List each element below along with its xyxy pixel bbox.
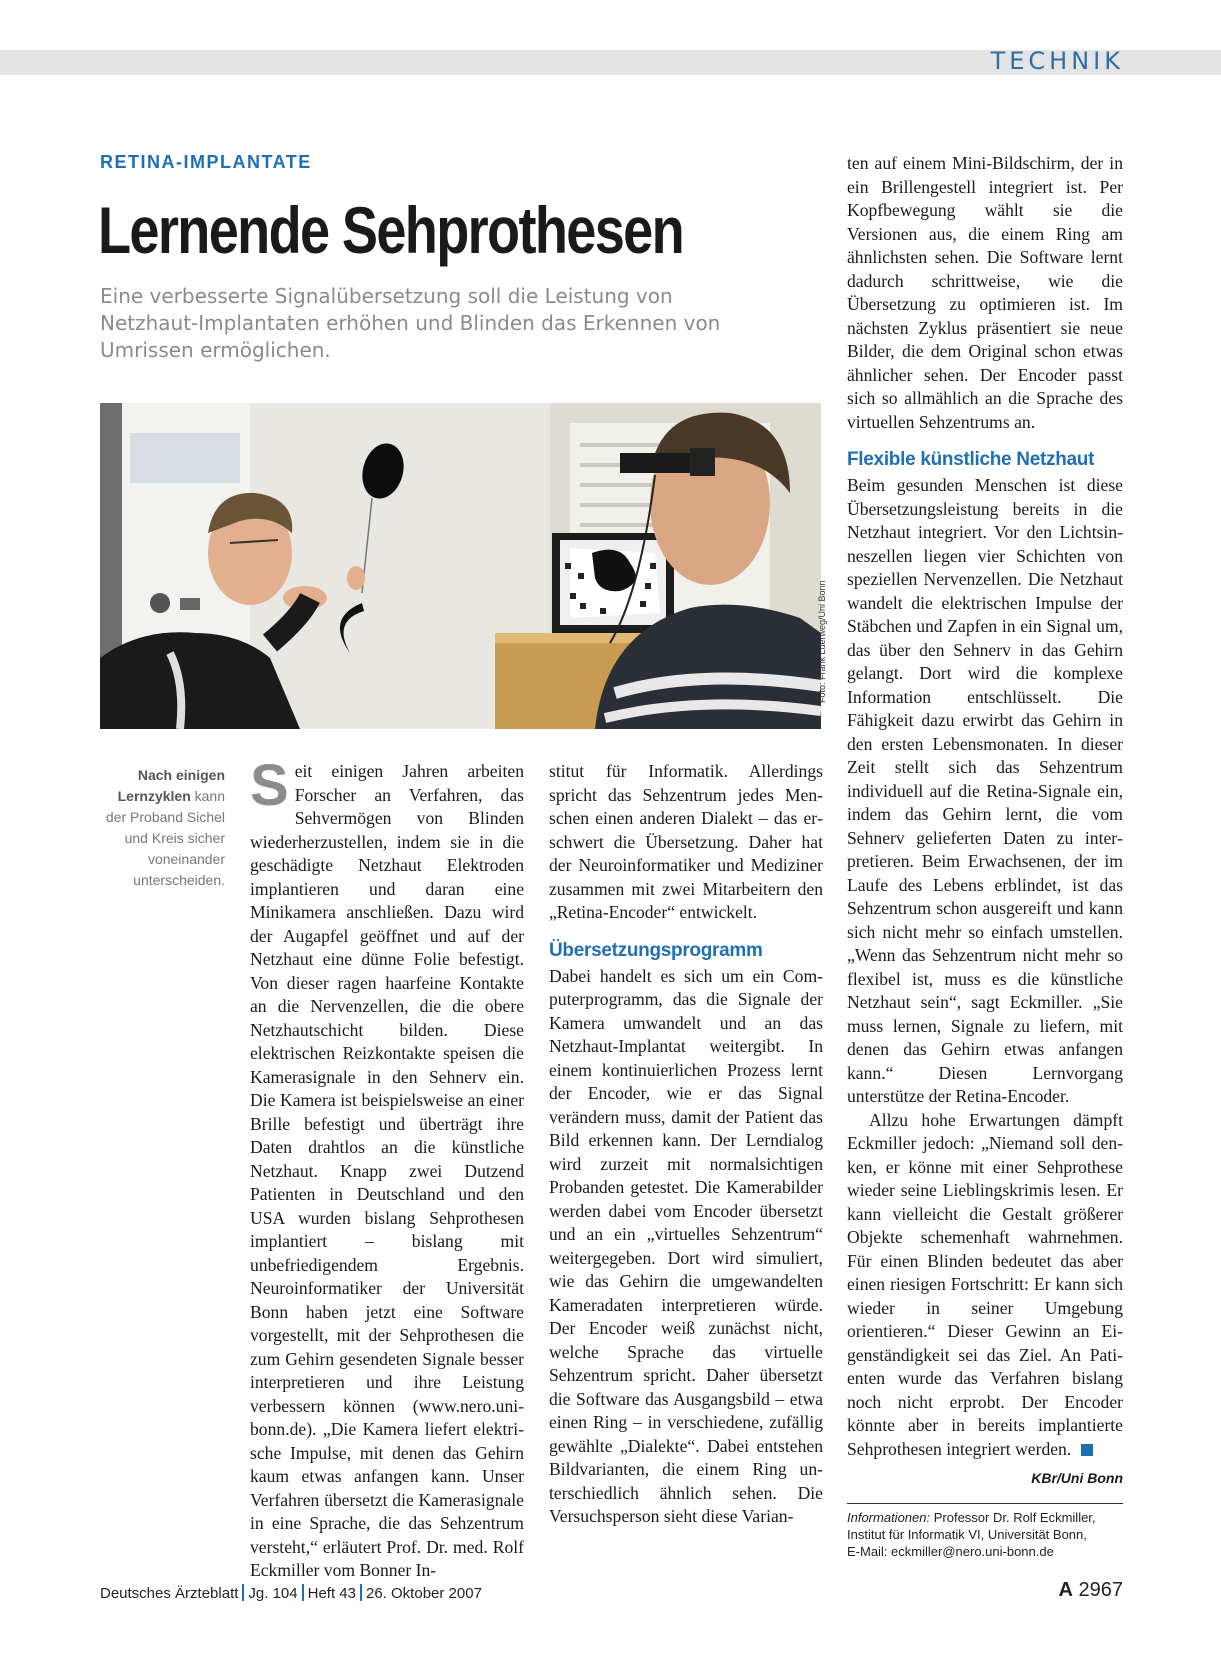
photo-caption	[100, 765, 225, 891]
photo-credit: Foto: Frank Luerweg/Uni Bonn	[817, 580, 827, 703]
footer-separator	[242, 1584, 244, 1601]
info-label: Informationen:	[847, 1510, 931, 1525]
article-column-3	[847, 152, 1123, 1491]
subheading-uebersetzungsprogramm: Übersetzungsprogramm	[549, 939, 763, 961]
photo-illustration	[100, 403, 821, 729]
article-kicker: RETINA-IMPLANTATE	[100, 152, 312, 172]
column-1-text: eit einigen Jahren arbeiten Forscher an Verfahren, das Sehvermögen von Blinden wiederherzustellen, indem sie in die geschädigte Netzhaut Elektroden implantieren und daran eine Minikamera anschließen. Dazu wird der Augapfel geöffnet und auf der Netzhaut eine dünne Folie befestigt. Von dieser ragen haarfeine Kontakte an die Nervenzellen, die die obere Netzhautschicht bilden. Diese elektrischen Reizkontakte speisen die Kamerasignale in den Sehnerv ein. Die Kamera ist beispielsweise an einer Brille befestigt und überträgt ihre Daten drahtlos an die künstliche Netzhaut. Knapp zwei Dutzend Patienten in Deutschland und den USA wurden bislang Sehprothesen implantiert – bislang mit unbefriedigendem Ergebnis. Neuroinformatiker der Universität Bonn haben jetzt eine Software vorgestellt, mit der Sehprothesen die zum Gehirn gesendeten Signale besser interpretieren und ihre Leistung verbessern können (www.nero.uni-bonn.de). „Die Kamera liefert elektrische Impulse, mit denen das Gehirn kaum etwas anfangen kann. Unser Verfahren übersetzt die Kamerasignale in eine Sprache, die das Sehzentrum versteht,“ erläutert Prof. Dr. med. Rolf Eckmiller vom Bonner In-	[250, 761, 524, 1580]
footer-volume: Jg. 104	[248, 1585, 298, 1602]
article-column-1	[250, 753, 524, 1583]
info-box	[847, 1509, 1123, 1560]
footer-separator	[302, 1584, 304, 1601]
page-number-value: 2967	[1078, 1579, 1123, 1601]
footer-citation	[100, 1584, 482, 1602]
subheading-flexible-netzhaut: Flexible künstliche Netzhaut	[847, 449, 1095, 470]
end-mark-icon	[1081, 1444, 1093, 1456]
dropcap: S	[250, 753, 289, 818]
info-email: E-Mail: eckmiller@nero.uni-bonn.de	[847, 1544, 1054, 1559]
info-text: Professor Dr. Rolf Eckmiller, Institut für Informatik VI, Universität Bonn,	[847, 1510, 1096, 1542]
column-3-text: ten auf einem Mini-Bildschirm, der in ein Brillengestell integriert ist. Per Kopfbewegung wählt sie die Versionen aus, die einem Ring am ähnlichsten sehen. Die Software lernt dadurch schrittweise, wie die Übersetzung zu optimieren ist. Im nächsten Zyklus präsentiert sie neue Bilder, die dem Original schon etwas ähnlicher sehen. Der Encoder passt sich so allmählich an die Sprache des virtuellen Sehzentrums an.	[847, 153, 1123, 432]
column-3-text-3: Allzu hohe Erwartungen dämpft Eckmiller jedoch: „Niemand soll denken, er könne mit einer Sehprothese wieder seine Lieblingskrimis lesen. Er kann vielleicht die Gestalt größerer Objekte schemenhaft wahrnehmen. Für einen Blinden bedeutet das aber einen riesigen Fortschritt: Er kann sich wieder in seiner Umgebung orientieren.“ Dieser Gewinn an Eigenständigkeit sei das Ziel. An Patienten wurde das Verfahren bislang noch nicht erprobt. Der Encoder könnte aber in bereits implantierte Sehprothesen integriert werden.	[847, 1109, 1123, 1459]
article-column-2	[549, 760, 823, 1529]
article-lead: Eine verbesserte Signalübersetzung soll die Leistung von Netzhaut-Implantaten erhöhen und Blinden das Erkennen von Umrissen ermöglichen.	[100, 284, 721, 362]
caption-bold: Nach einigen Lernzyklen	[117, 767, 225, 804]
column-3-text-2: Beim gesunden Menschen ist diese Übersetzungsleistung bereits in die Netzhaut integriert. Vor den Lichtsinneszellen liegen vier Schichten von speziellen Nervenzellen. Die Netzhaut wandelt die elektrischen Impulse der Stäbchen und Zapfen in ein Signal um, das über den Sehnerv in das Gehirn gelangt. Dort wird die komplexe Information entschlüsselt. Die Fähigkeit dazu erwirbt das Gehirn in den ersten Lebensmonaten. In dieser Zeit stellt sich das Sehzentrum individuell auf die Retina-Signale ein, indem das Gehirn lernt, die vom Sehnerv gelieferten Daten zu interpretieren. Beim Erwachsenen, der im Laufe des Lebens erblindet, ist das Sehzentrum schon ausgereift und kann sich nicht mehr so einfach umstellen. „Wenn das Sehzentrum nicht mehr so flexibel ist, muss es die künstliche Netzhaut sein“, sagt Eckmiller. „Sie muss lernen, Signale zu liefern, mit denen das Gehirn etwas anfangen kann.“ Diesen Lernvorgang unterstütze der Retina-Encoder.	[847, 475, 1123, 1106]
column-2-text: stitut für Informatik. Allerdings spricht das Sehzentrum jedes Menschen einen anderen Dialekt – das erschwert die Übersetzung. Daher hat der Neuroinformatiker und Mediziner zusammen mit zwei Mitarbeitern den „Retina-Encoder“ entwickelt.	[549, 761, 823, 922]
footer-issue: Heft 43	[307, 1585, 356, 1602]
page-prefix: A	[1058, 1579, 1073, 1601]
author-signoff: KBr/Uni Bonn	[1031, 1470, 1123, 1486]
footer-journal: Deutsches Ärzteblatt	[100, 1585, 239, 1602]
column-2-text-2: Dabei handelt es sich um ein Computerprogramm, das die Signale der Kamera umwandelt und an das Netzhaut-Implantat weitergibt. In einem kontinuierlichen Prozess lernt der Encoder, wie er das Signal verändern muss, damit der Patient das Bild erkennen kann. Der Lerndialog wird zurzeit mit normalsichtigen Probanden getestet. Die Kamerabilder werden dabei vom Encoder übersetzt und an ein „virtuelles Sehzentrum“ weitergegeben. Dort wird simuliert, wie das Gehirn die umgewandelten Kameradaten interpretieren würde. Der Encoder weiß zunächst nicht, welche Sprache das virtuelle Sehzentrum spricht. Daher übersetzt die Software das Ausgangsbild – etwa einen Ring – in verschiedene, zufällig gewählte „Dialekte“. Dabei entstehen Bildvarianten, die einem Ring unterschiedlich ähnlich sehen. Die Versuchsperson sieht diese Varian-	[549, 965, 823, 1526]
caption-text: kann der Proband Sichel und Kreis sicher voneinander unterscheiden.	[105, 788, 225, 888]
footer-separator	[360, 1584, 362, 1601]
info-divider	[847, 1503, 1123, 1504]
section-label: TECHNIK	[990, 47, 1124, 75]
article-photo	[100, 403, 821, 729]
page-number	[1058, 1579, 1123, 1602]
footer-date: 26. Oktober 2007	[366, 1585, 482, 1602]
article-title: Lernende Sehprothesen	[98, 193, 684, 267]
